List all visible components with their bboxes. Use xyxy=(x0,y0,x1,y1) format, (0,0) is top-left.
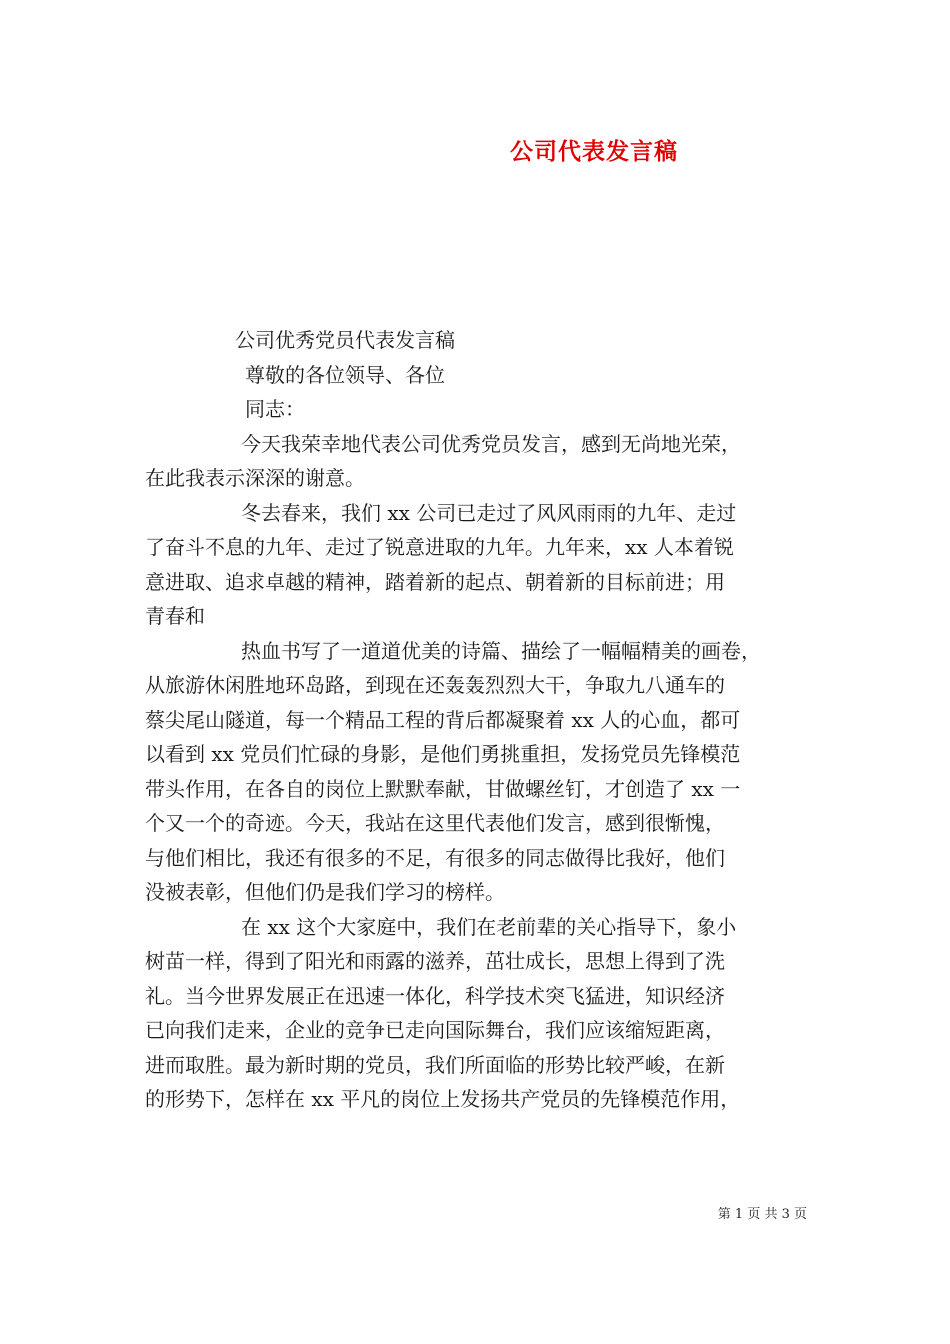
paragraph-line: 蔡尖尾山隧道，每一个精品工程的背后都凝聚着 xx 人的心血，都可 xyxy=(145,707,741,732)
paragraph-line: 带头作用，在各自的岗位上默默奉献，甘做螺丝钉，才创造了 xx 一 xyxy=(145,776,741,801)
paragraph-line: 意进取、追求卓越的精神，踏着新的起点、朝着新的目标前进；用 xyxy=(145,569,725,594)
paragraph xyxy=(145,634,813,910)
paragraph-line: 树苗一样，得到了阳光和雨露的滋养，茁壮成长，思想上得到了洗 xyxy=(145,949,725,973)
page-number: 第 1 页 共 3 页 xyxy=(717,1207,807,1222)
paragraph-line: 的形势下，怎样在 xx 平凡的岗位上发扬共产党员的先锋模范作用， xyxy=(145,1087,741,1111)
paragraph-line: 礼。当今世界发展正在迅速一体化，科学技术突飞猛进，知识经济 xyxy=(145,983,725,1008)
greeting-line: 尊敬的各位领导、各位 xyxy=(245,362,445,387)
paragraph-line: 在 xx 这个大家庭中，我们在老前辈的关心指导下，象小 xyxy=(241,914,737,939)
paragraph xyxy=(145,910,813,1117)
paragraph-line: 以看到 xx 党员们忙碌的身影，是他们勇挑重担，发扬党员先锋模范 xyxy=(145,742,741,766)
paragraph xyxy=(145,427,813,496)
paragraph-line: 冬去春来，我们 xx 公司已走过了风风雨雨的九年、走过 xyxy=(241,500,737,525)
greeting-line: 同志： xyxy=(245,397,305,421)
paragraph-line: 与他们相比，我还有很多的不足，有很多的同志做得比我好，他们 xyxy=(145,845,725,870)
paragraph-line: 今天我荣幸地代表公司优秀党员发言，感到无尚地光荣， xyxy=(241,431,741,456)
paragraph-line: 没被表彰，但他们仍是我们学习的榜样。 xyxy=(145,880,505,904)
paragraph xyxy=(145,496,813,634)
paragraph-line: 了奋斗不息的九年、走过了锐意进取的九年。九年来，xx 人本着锐 xyxy=(145,535,734,559)
paragraph-line: 进而取胜。最为新时期的党员，我们所面临的形势比较严峻，在新 xyxy=(145,1052,725,1077)
paragraph-line: 已向我们走来，企业的竞争已走向国际舞台，我们应该缩短距离， xyxy=(145,1018,725,1042)
paragraph-line: 从旅游休闲胜地环岛路，到现在还轰轰烈烈大干，争取九八通车的 xyxy=(145,673,725,697)
paragraph-line: 青春和 xyxy=(145,604,205,628)
document-body xyxy=(145,323,813,1117)
document-subtitle: 公司优秀党员代表发言稿 xyxy=(235,328,455,352)
document-title: 公司代表发言稿 xyxy=(510,139,678,165)
paragraph-line: 个又一个的奇迹。今天，我站在这里代表他们发言，感到很惭愧， xyxy=(145,811,725,835)
paragraph-line: 在此我表示深深的谢意。 xyxy=(145,466,365,490)
paragraph-line: 热血书写了一道道优美的诗篇、描绘了一幅幅精美的画卷， xyxy=(241,638,761,663)
